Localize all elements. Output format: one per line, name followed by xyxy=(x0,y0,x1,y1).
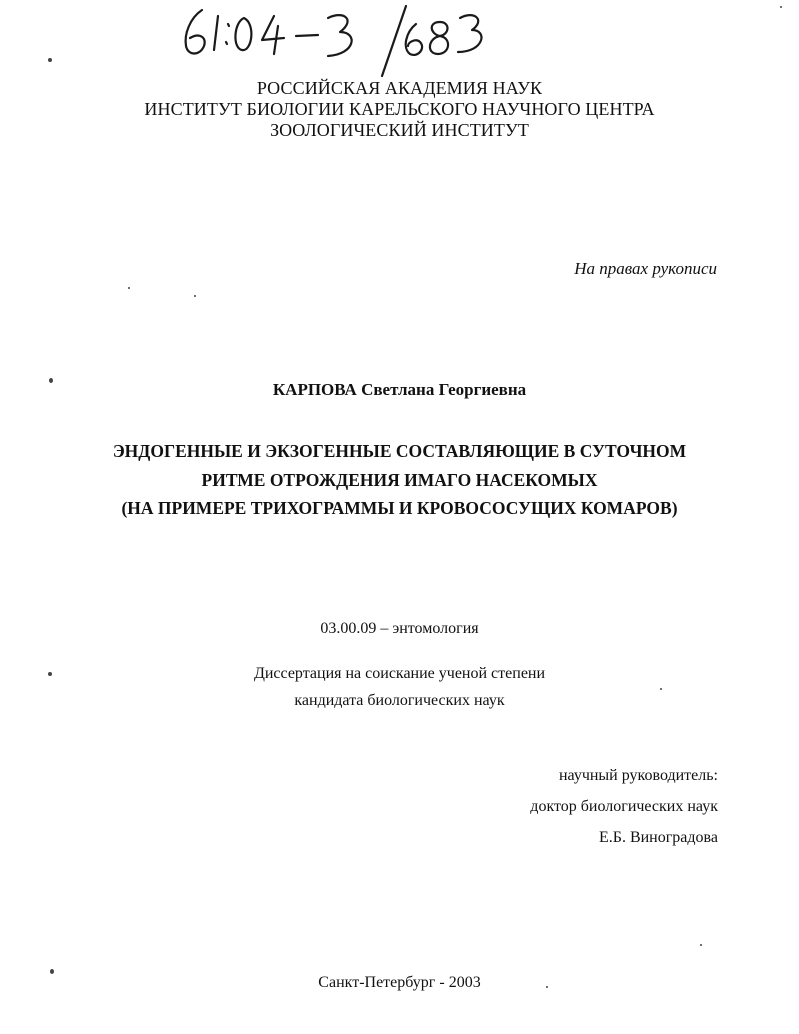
scan-speck xyxy=(780,6,782,8)
scan-speck xyxy=(194,295,196,297)
degree-line-1: Диссертация на соискание ученой степени xyxy=(253,665,546,682)
dissertation-title xyxy=(0,437,799,523)
supervisor-name: Е.Б. Виноградова xyxy=(598,829,718,846)
specialty-code: 03.00.09 – энтомология xyxy=(320,620,479,637)
title-line-1: ЭНДОГЕННЫЕ И ЭКЗОГЕННЫЕ СОСТАВЛЯЮЩИЕ В СУТОЧНОМ xyxy=(112,441,687,461)
supervisor-label: научный руководитель: xyxy=(558,767,718,784)
manuscript-rights-note: На правах рукописи xyxy=(574,259,717,278)
degree-statement xyxy=(0,660,799,714)
scan-speck xyxy=(48,672,52,676)
title-line-3: (НА ПРИМЕРЕ ТРИХОГРАММЫ И КРОВОСОСУЩИХ КОМАРОВ) xyxy=(121,498,678,518)
scan-speck xyxy=(49,378,53,383)
supervisor-degree: доктор биологических наук xyxy=(530,798,718,815)
organization-line-academy: РОССИЙСКАЯ АКАДЕМИЯ НАУК xyxy=(256,78,543,98)
scan-speck xyxy=(660,688,662,690)
organization-line-zoological-institute: ЗООЛОГИЧЕСКИЙ ИНСТИТУТ xyxy=(270,120,529,140)
organization-line-institute-biology: ИНСТИТУТ БИОЛОГИИ КАРЕЛЬСКОГО НАУЧНОГО ЦЕНТРА xyxy=(144,99,655,119)
supervisor-block xyxy=(530,760,718,853)
city-year: Санкт-Петербург - 2003 xyxy=(318,974,481,991)
author-name: КАРПОВА Светлана Георгиевна xyxy=(272,380,527,399)
scan-speck xyxy=(50,969,54,974)
organization-header xyxy=(0,78,799,141)
degree-line-2: кандидата биологических наук xyxy=(294,692,505,709)
handwritten-code-text xyxy=(178,2,179,3)
title-line-2: РИТМЕ ОТРОЖДЕНИЯ ИМАГО НАСЕКОМЫХ xyxy=(201,469,598,490)
scan-speck xyxy=(48,58,52,62)
scan-speck xyxy=(128,287,130,289)
handwritten-code-drawing xyxy=(178,2,498,80)
scan-speck xyxy=(700,944,702,946)
handwritten-archive-code xyxy=(178,2,498,80)
scan-speck xyxy=(546,986,548,988)
